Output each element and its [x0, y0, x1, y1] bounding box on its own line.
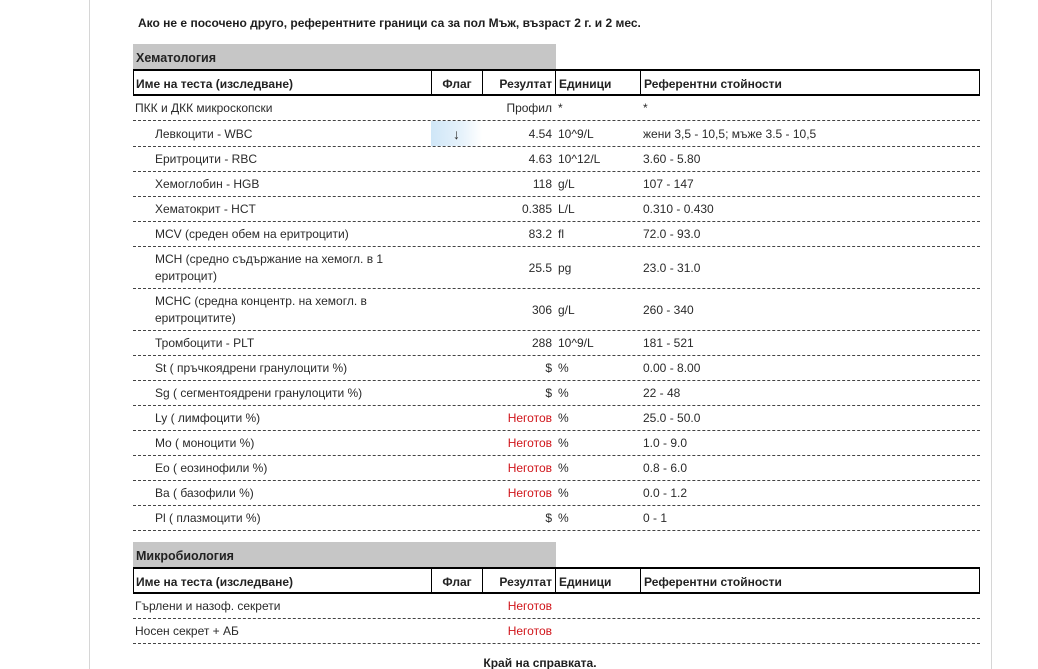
table-row — [133, 289, 980, 331]
units-value: 10^12/L — [558, 152, 601, 166]
result-value: Неготов — [507, 436, 552, 450]
test-name: Носен секрет + АБ — [135, 624, 239, 638]
flag-cell — [431, 96, 482, 120]
test-name: St ( пръчкоядрени гранулоцити %) — [155, 361, 348, 375]
units-value: % — [558, 486, 569, 500]
flag-cell — [431, 481, 482, 505]
reference-range: 72.0 - 93.0 — [643, 227, 701, 241]
test-name: Eo ( еозинофили %) — [155, 461, 268, 475]
reference-range: 0.8 - 6.0 — [643, 461, 688, 475]
test-name: Ly ( лимфоцити %) — [155, 411, 261, 425]
reference-range: 0.310 - 0.430 — [643, 202, 714, 216]
test-name: Sg ( сегментоядрени гранулоцити %) — [155, 386, 363, 400]
hematology-table — [133, 69, 980, 531]
units-value: fl — [558, 227, 564, 241]
table-row — [133, 481, 980, 506]
result-value: 118 — [532, 177, 552, 191]
table-row — [133, 381, 980, 406]
test-name: MCHC (средна концентр. на хемогл. в еритроцитите) — [155, 293, 367, 325]
test-name: Ba ( базофили %) — [155, 486, 254, 500]
result-value: 25.5 — [528, 260, 552, 275]
section-title-hematology: Хематология — [133, 44, 556, 70]
reference-range: 107 - 147 — [643, 177, 694, 191]
table-row — [133, 96, 980, 121]
page-left-border — [89, 0, 90, 669]
test-name: Тромбоцити - PLT — [155, 336, 255, 350]
result-value: $ — [545, 511, 552, 525]
table-row — [133, 506, 980, 531]
test-name: MCV (среден обем на еритроцити) — [155, 227, 349, 241]
flag-cell — [431, 431, 482, 455]
reference-range: 260 - 340 — [643, 302, 694, 317]
flag-cell — [431, 331, 482, 355]
units-value: % — [558, 461, 569, 475]
result-value: Неготов — [507, 461, 552, 475]
units-value: % — [558, 411, 569, 425]
table-row — [133, 147, 980, 172]
flag-low-arrow-icon: ↓ — [431, 121, 482, 146]
test-name: ПКК и ДКК микроскопски — [135, 101, 273, 115]
result-value: $ — [545, 386, 552, 400]
flag-cell — [431, 197, 482, 221]
reference-range: 181 - 521 — [643, 336, 694, 350]
col-header-name: Име на теста (изследване) — [134, 71, 432, 94]
result-value: 0.385 — [521, 202, 552, 216]
col-header-name: Име на теста (изследване) — [134, 569, 432, 592]
reference-range: * — [643, 101, 648, 115]
table-row — [133, 331, 980, 356]
flag-cell — [431, 222, 482, 246]
reference-range: 0.0 - 1.2 — [643, 486, 688, 500]
page-right-border — [991, 0, 992, 669]
test-name: Хемоглобин - HGB — [155, 177, 260, 191]
col-header-flag: Флаг — [432, 569, 483, 592]
test-name: Еритроцити - RBC — [155, 152, 257, 166]
col-header-reference: Референтни стойности — [644, 77, 782, 91]
result-value: 4.63 — [528, 152, 552, 166]
units-value: % — [558, 361, 569, 375]
units-value: 10^9/L — [558, 126, 594, 141]
table-row — [133, 197, 980, 222]
flag-cell — [431, 289, 482, 330]
reference-range: 23.0 - 31.0 — [643, 260, 701, 275]
reference-range: 25.0 - 50.0 — [643, 411, 701, 425]
flag-cell — [431, 406, 482, 430]
result-value: Неготов — [507, 624, 552, 638]
reference-range: 22 - 48 — [643, 386, 681, 400]
result-value: Профил — [506, 101, 552, 115]
reference-range: 3.60 - 5.80 — [643, 152, 701, 166]
intro-note: Ако не е посочено друго, референтните граници са за пол Мъж, възраст 2 г. и 2 мес. — [138, 16, 641, 30]
units-value: % — [558, 511, 569, 525]
microbiology-table — [133, 567, 980, 644]
table-header — [133, 567, 980, 594]
result-value: 306 — [531, 302, 552, 317]
flag-cell — [431, 147, 482, 171]
result-value: $ — [545, 361, 552, 375]
report-end-note: Край на справката. — [483, 656, 597, 669]
result-value: Неготов — [507, 486, 552, 500]
units-value: % — [558, 386, 569, 400]
table-header — [133, 69, 980, 96]
test-name: Гърлени и назоф. секрети — [135, 599, 281, 613]
table-row — [133, 121, 980, 147]
units-value: pg — [558, 260, 572, 275]
result-value: Неготов — [507, 411, 552, 425]
table-row — [133, 222, 980, 247]
flag-cell — [431, 356, 482, 380]
col-header-result: Резултат — [483, 569, 556, 592]
flag-cell — [431, 247, 482, 288]
flag-cell — [431, 381, 482, 405]
result-value: 83.2 — [528, 227, 552, 241]
flag-cell — [431, 456, 482, 480]
result-value: 288 — [531, 336, 552, 350]
test-name: Mo ( моноцити %) — [155, 436, 255, 450]
result-value: Неготов — [507, 599, 552, 613]
units-value: 10^9/L — [558, 336, 594, 350]
flag-cell — [431, 172, 482, 196]
col-header-flag: Флаг — [432, 71, 483, 94]
table-row — [133, 172, 980, 197]
table-row — [133, 406, 980, 431]
units-value: L/L — [558, 202, 575, 216]
table-row — [133, 619, 980, 644]
table-row — [133, 594, 980, 619]
test-name: MCH (средно съдържание на хемогл. в 1 еритроцит) — [155, 251, 384, 283]
result-value: 4.54 — [528, 126, 552, 141]
units-value: g/L — [558, 177, 575, 191]
table-row — [133, 356, 980, 381]
reference-range: 1.0 - 9.0 — [643, 436, 688, 450]
test-name: Pl ( плазмоцити %) — [155, 511, 261, 525]
table-row — [133, 431, 980, 456]
units-value: g/L — [558, 302, 575, 317]
test-name: Левкоцити - WBC — [155, 126, 253, 141]
hematology-rows — [133, 96, 980, 531]
test-name: Хематокрит - HCT — [155, 202, 256, 216]
flag-cell — [431, 619, 482, 643]
flag-cell — [431, 594, 482, 618]
table-row — [133, 247, 980, 289]
units-value: % — [558, 436, 569, 450]
col-header-units: Единици — [556, 569, 641, 592]
section-title-microbiology: Микробиология — [133, 542, 556, 568]
reference-range: 0.00 - 8.00 — [643, 361, 701, 375]
col-header-reference: Референтни стойности — [644, 575, 782, 589]
flag-cell — [431, 506, 482, 530]
col-header-result: Резултат — [483, 71, 556, 94]
reference-range: 0 - 1 — [643, 511, 668, 525]
units-value: * — [558, 101, 563, 115]
microbiology-rows — [133, 594, 980, 644]
col-header-units: Единици — [556, 71, 641, 94]
reference-range: жени 3,5 - 10,5; мъже 3.5 - 10,5 — [643, 126, 817, 141]
table-row — [133, 456, 980, 481]
